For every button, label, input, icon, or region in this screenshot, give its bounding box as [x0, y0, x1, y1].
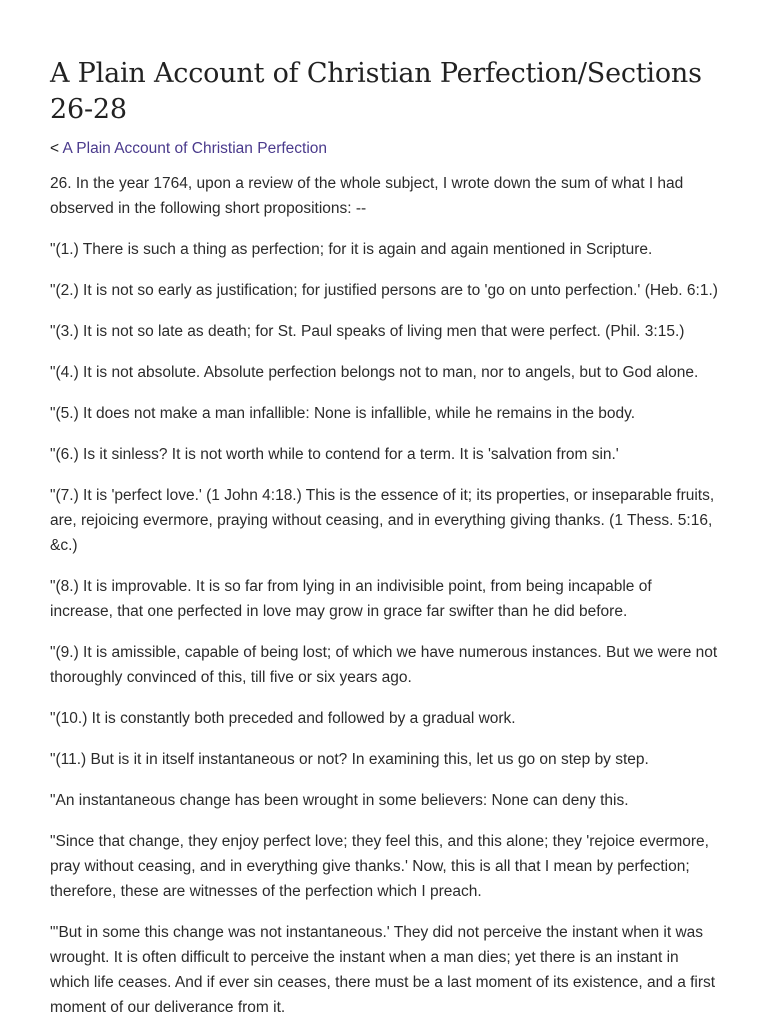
breadcrumb-prefix: < — [50, 140, 63, 157]
paragraph: "'But in some this change was not instantaneous.' They did not perceive the instant when it was wrought. It is often difficult to perceive the instant when a man dies; yet there is an instant in which life ceases. And if ever sin ceases, there must be a last moment of its existence, and a first moment of our deliverance from it. — [50, 924, 716, 1016]
page-title: A Plain Account of Christian Perfection/Sections 26-28 — [50, 58, 702, 125]
paragraph: 26. In the year 1764, upon a review of the whole subject, I wrote down the sum of what I had observed in the following short propositions: -- — [50, 175, 684, 217]
article-body — [50, 171, 718, 1020]
paragraph: "(3.) It is not so late as death; for St. Paul speaks of living men that were perfect. (Phil. 3:15.) — [50, 323, 685, 340]
paragraph: "Since that change, they enjoy perfect love; they feel this, and this alone; they 'rejoice evermore, pray without ceasing, and in everything give thanks.' Now, this is all that I mean by perfection; therefore, these are witnesses of the perfection which I preach. — [50, 833, 709, 900]
paragraph: "An instantaneous change has been wrought in some believers: None can deny this. — [50, 792, 629, 809]
paragraph: "(10.) It is constantly both preceded and followed by a gradual work. — [50, 710, 516, 727]
paragraph: "(6.) Is it sinless? It is not worth while to contend for a term. It is 'salvation from sin.' — [50, 446, 619, 463]
paragraph: "(1.) There is such a thing as perfection; for it is again and again mentioned in Scripture. — [50, 241, 653, 258]
breadcrumb — [50, 139, 718, 159]
paragraph: "(7.) It is 'perfect love.' (1 John 4:18.) This is the essence of it; its properties, or inseparable fruits, are, rejoicing evermore, praying without ceasing, and in everything giving thanks. (1 Thess. 5:16, &c.) — [50, 487, 715, 554]
breadcrumb-parent-link[interactable]: A Plain Account of Christian Perfection — [62, 140, 328, 157]
paragraph: "(9.) It is amissible, capable of being lost; of which we have numerous instances. But we were not thoroughly convinced of this, till five or six years ago. — [50, 644, 718, 686]
paragraph: "(2.) It is not so early as justification; for justified persons are to 'go on unto perfection.' (Heb. 6:1.) — [50, 282, 718, 299]
paragraph: "(5.) It does not make a man infallible: None is infallible, while he remains in the body. — [50, 405, 636, 422]
paragraph: "(4.) It is not absolute. Absolute perfection belongs not to man, nor to angels, but to God alone. — [50, 364, 699, 381]
paragraph: "(8.) It is improvable. It is so far from lying in an indivisible point, from being incapable of increase, that one perfected in love may grow in grace far swifter than he did before. — [50, 578, 652, 620]
paragraph: "(11.) But is it in itself instantaneous or not? In examining this, let us go on step by step. — [50, 751, 649, 768]
